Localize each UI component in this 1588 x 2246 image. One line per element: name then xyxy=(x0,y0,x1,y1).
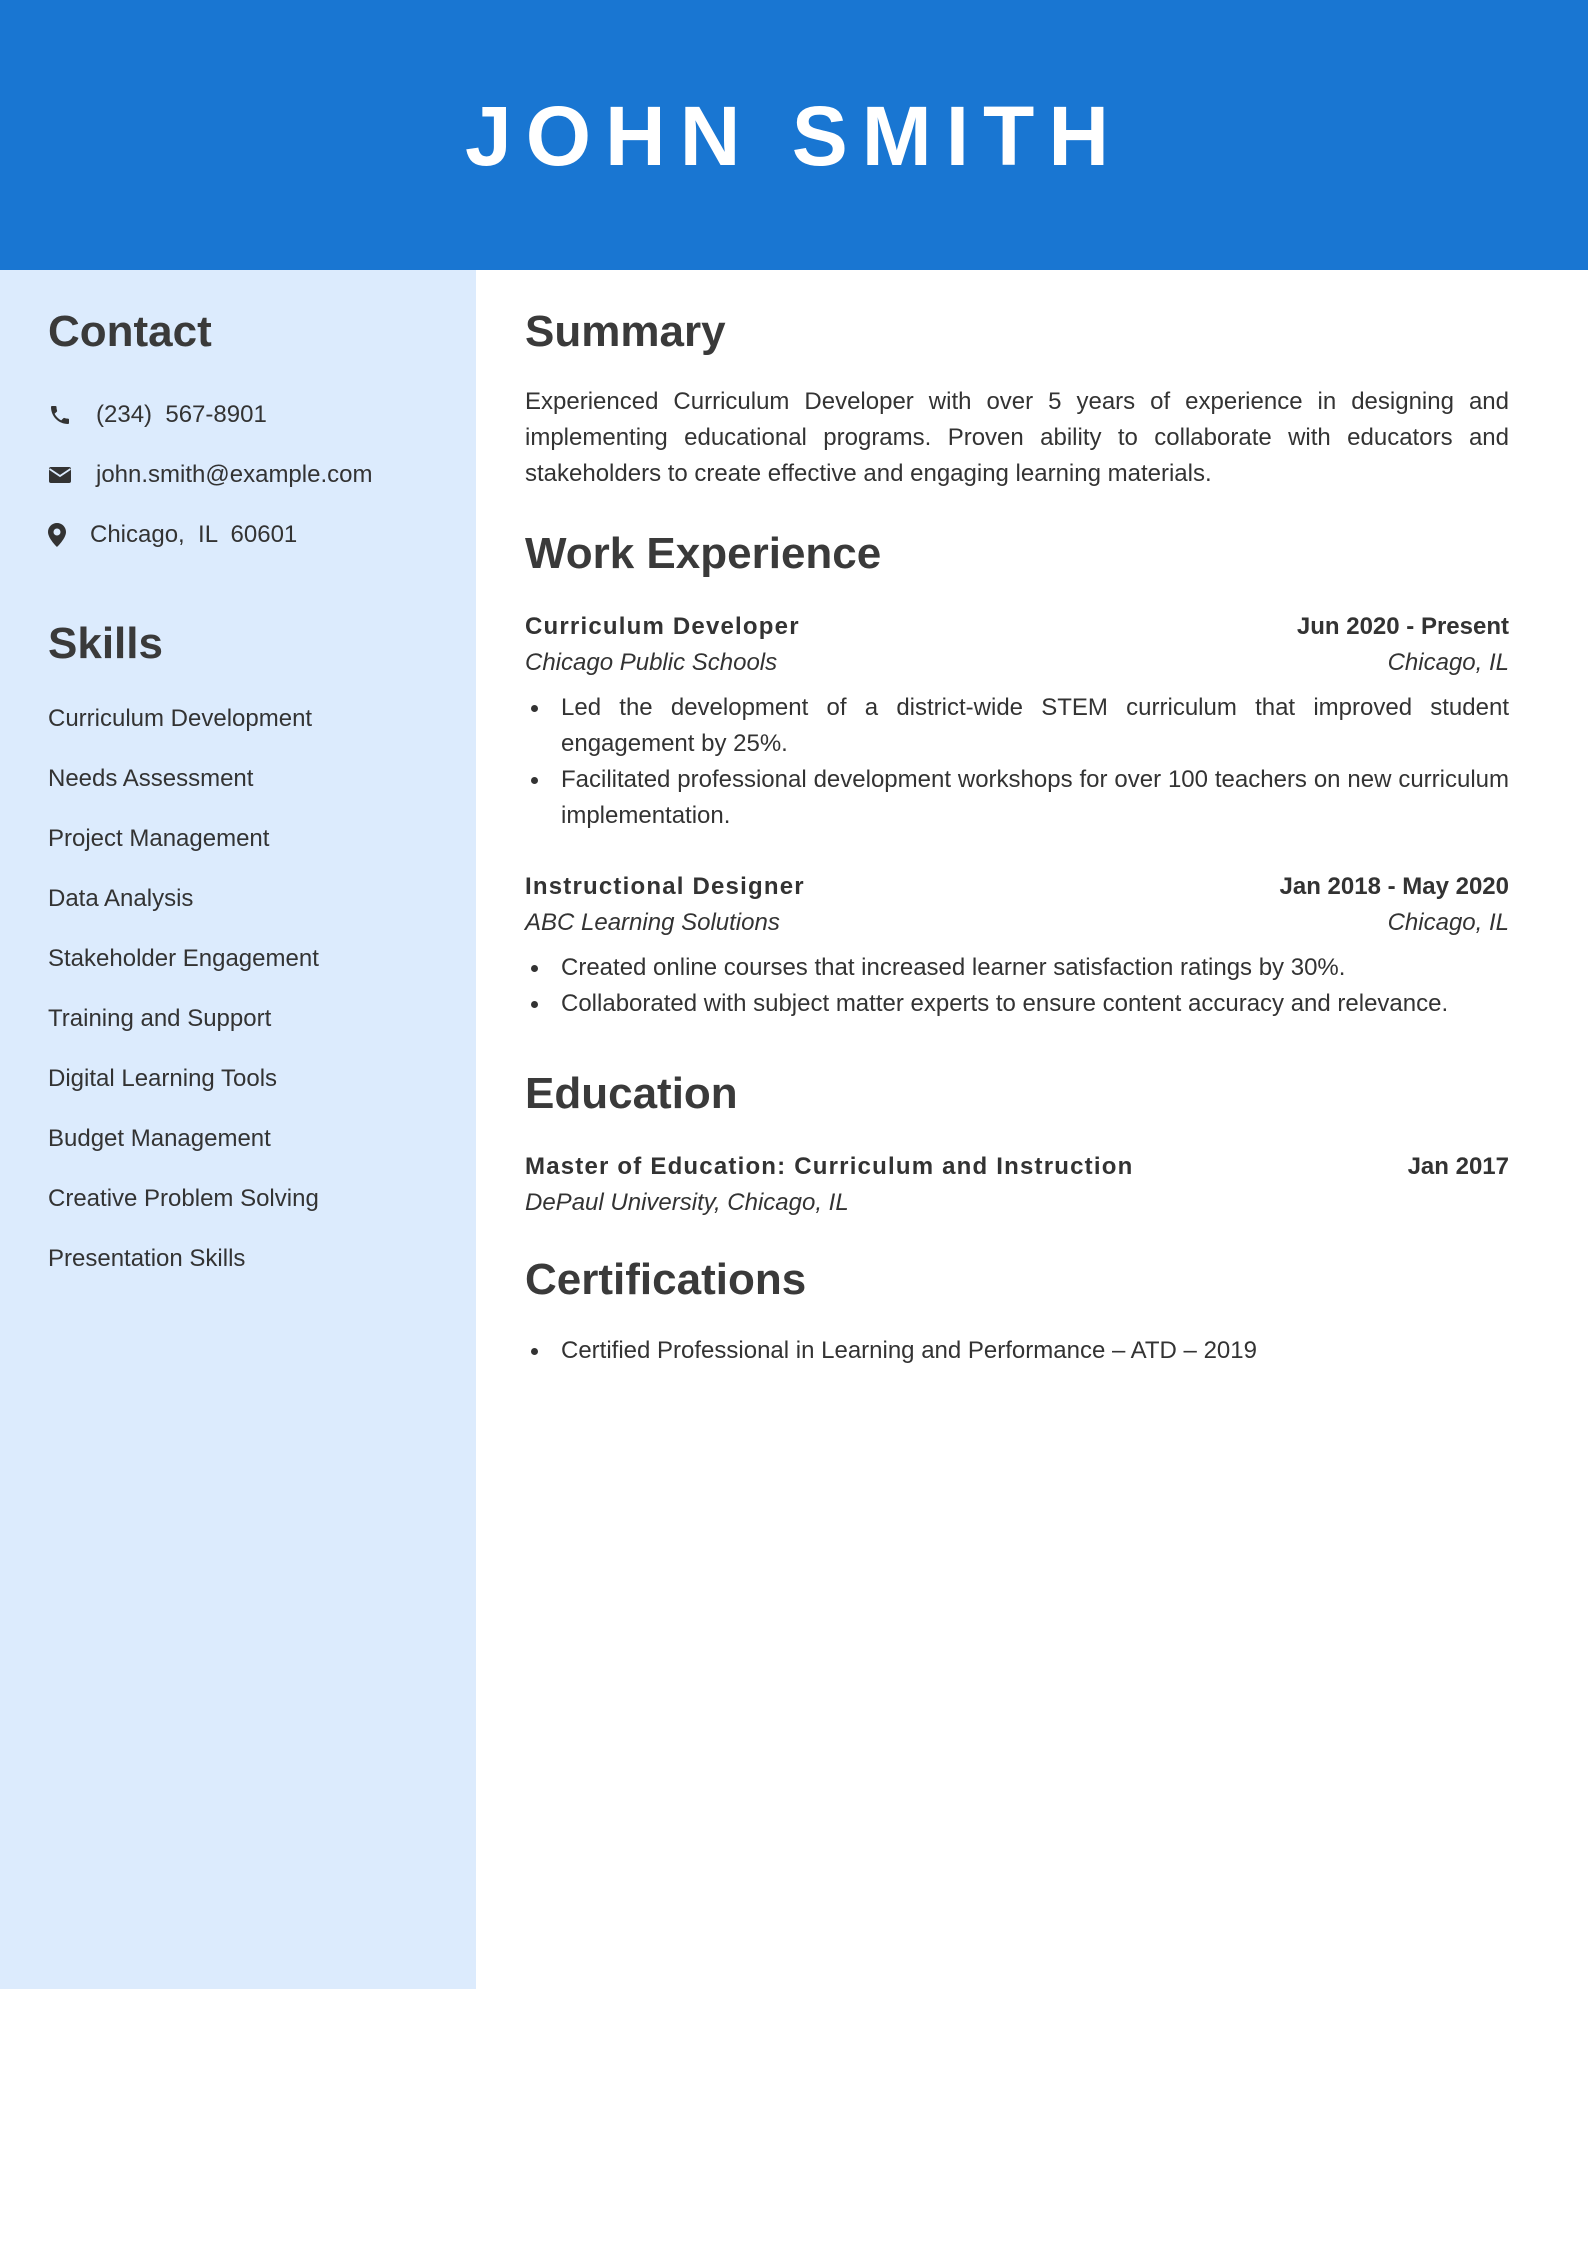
contact-location xyxy=(48,517,297,553)
job-header xyxy=(525,871,1509,903)
list-item: Created online courses that increased learner satisfaction ratings by 30%. xyxy=(525,950,1509,986)
skill-item: Creative Problem Solving xyxy=(48,1185,319,1212)
email-text: john.smith@example.com xyxy=(96,461,373,488)
skill-item: Stakeholder Engagement xyxy=(48,945,319,972)
job-title: Instructional Designer xyxy=(525,873,805,900)
job-header xyxy=(525,611,1509,643)
job-title: Curriculum Developer xyxy=(525,613,800,640)
contact-heading: Contact xyxy=(48,307,212,356)
list-item: Collaborated with subject matter experts to ensure content accuracy and relevance. xyxy=(525,986,1509,1022)
location-text: Chicago, IL 60601 xyxy=(90,521,298,548)
education-subheader xyxy=(525,1187,1509,1219)
skill-item: Budget Management xyxy=(48,1125,271,1152)
job-bullets xyxy=(525,950,1509,1022)
phone-icon xyxy=(48,403,72,427)
education-heading: Education xyxy=(525,1069,738,1118)
skill-item: Needs Assessment xyxy=(48,765,254,792)
list-item: Certified Professional in Learning and Performance – ATD – 2019 xyxy=(525,1333,1509,1369)
experience-heading: Work Experience xyxy=(525,529,882,578)
skill-item: Presentation Skills xyxy=(48,1245,246,1272)
skill-item: Training and Support xyxy=(48,1005,272,1032)
skills-heading: Skills xyxy=(48,619,163,668)
school: DePaul University, Chicago, IL xyxy=(525,1189,849,1216)
skill-item: Project Management xyxy=(48,825,270,852)
skill-item: Curriculum Development xyxy=(48,705,313,732)
certifications-list xyxy=(525,1333,1509,1369)
summary-text: Experienced Curriculum Developer with over 5 years of experience in designing and implementing educational programs. Proven ability to collaborate with educators and stakeholders to create effective and engaging learning materials. xyxy=(525,388,1509,487)
header-banner xyxy=(0,0,1588,270)
job-bullets xyxy=(525,690,1509,834)
sidebar xyxy=(0,270,476,1989)
list-item: Led the development of a district-wide STEM curriculum that improved student engagement by 25%. xyxy=(525,690,1509,762)
summary-heading: Summary xyxy=(525,307,726,356)
job-dates: Jan 2018 - May 2020 xyxy=(1279,873,1509,900)
list-item: Facilitated professional development workshops for over 100 teachers on new curriculum implementation. xyxy=(525,762,1509,834)
certifications-heading: Certifications xyxy=(525,1255,807,1304)
job-location: Chicago, IL xyxy=(1387,649,1509,676)
map-pin-icon xyxy=(48,523,66,547)
degree-date: Jan 2017 xyxy=(1407,1153,1509,1180)
skill-item: Data Analysis xyxy=(48,885,194,912)
phone-text: (234) 567-8901 xyxy=(96,401,267,428)
candidate-name: JOHN SMITH xyxy=(464,89,1124,183)
contact-phone xyxy=(48,397,267,433)
job-dates: Jun 2020 - Present xyxy=(1296,613,1509,640)
job-location: Chicago, IL xyxy=(1387,909,1509,936)
education-header xyxy=(525,1151,1509,1183)
envelope-icon xyxy=(48,463,72,487)
degree: Master of Education: Curriculum and Instruction xyxy=(525,1153,1134,1180)
job-company: Chicago Public Schools xyxy=(525,649,778,676)
job-subheader xyxy=(525,907,1509,939)
job-company: ABC Learning Solutions xyxy=(525,909,780,936)
contact-email xyxy=(48,457,372,493)
skill-item: Digital Learning Tools xyxy=(48,1065,278,1092)
job-subheader xyxy=(525,647,1509,679)
